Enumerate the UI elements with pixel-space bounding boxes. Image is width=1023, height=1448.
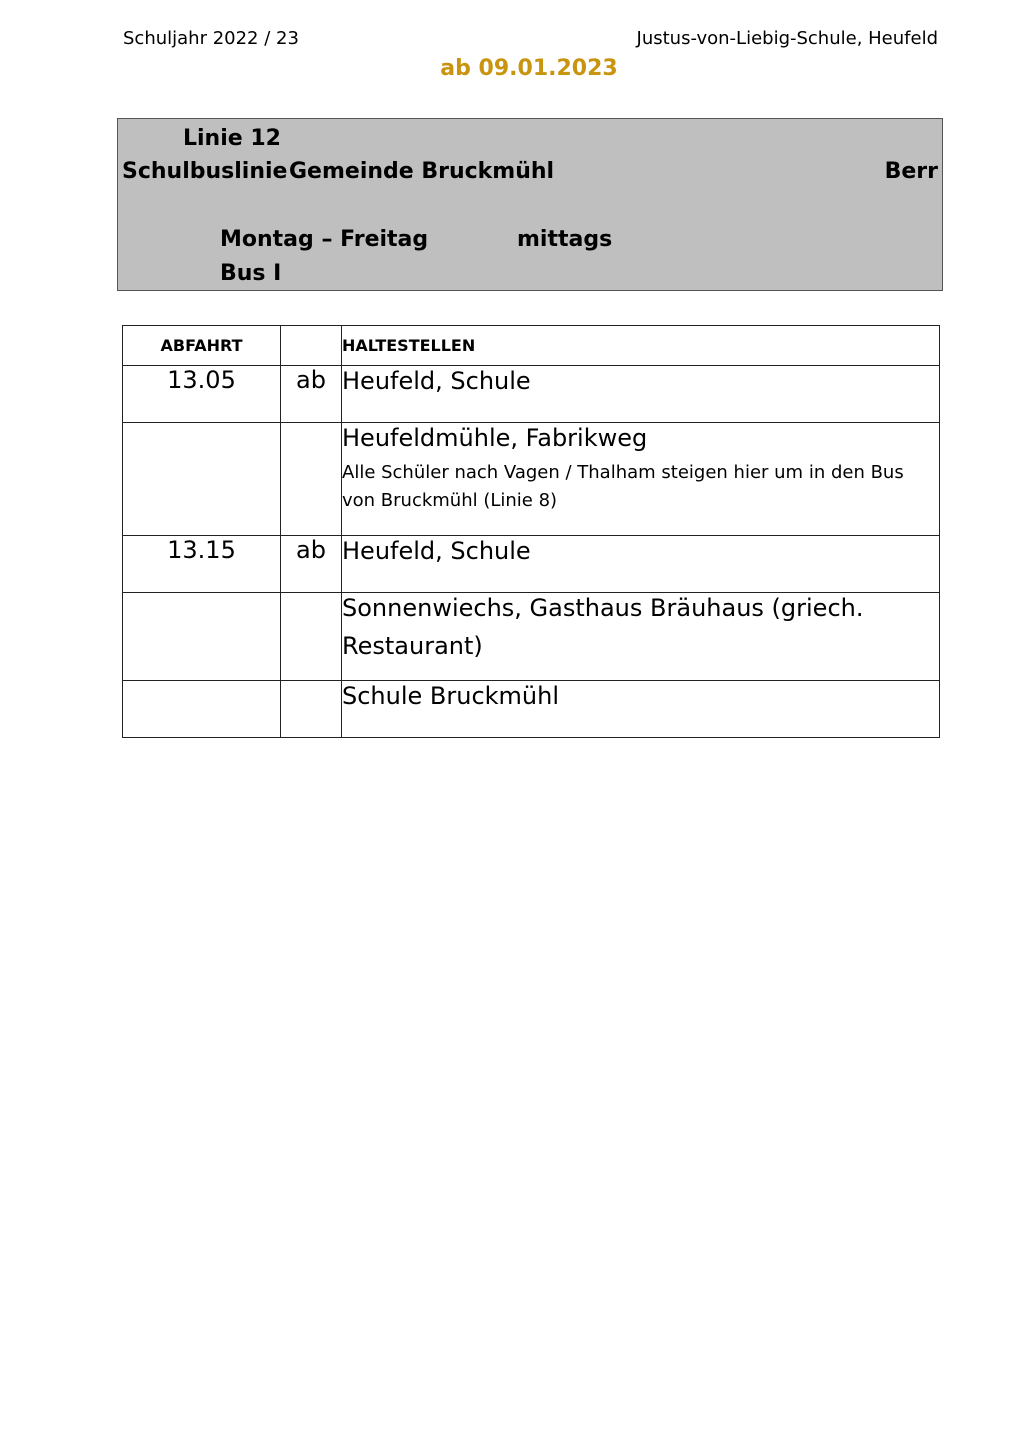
stop-note: Alle Schüler nach Vagen / Thalham steigen hier um in den Bus von Bruckmühl (Linie 8): [342, 462, 904, 511]
table-header-row: [123, 326, 940, 366]
header-departure: ABFAHRT: [123, 326, 281, 366]
stop-name: Heufeld, Schule: [342, 537, 531, 565]
table-row: [123, 366, 940, 423]
line-kind: Schulbuslinie: [122, 159, 288, 184]
school-year: Schuljahr 2022 / 23: [123, 28, 299, 49]
stop-name: Heufeldmühle, Fabrikweg: [342, 424, 648, 452]
table-row: [123, 423, 940, 536]
header-stops: HALTESTELLEN: [342, 326, 940, 366]
school-name: Justus-von-Liebig-Schule, Heufeld: [636, 28, 938, 49]
stop-name: Heufeld, Schule: [342, 367, 531, 395]
service-days: Montag – Freitag: [220, 227, 429, 252]
departure-marker: ab: [281, 366, 342, 423]
community: Gemeinde Bruckmühl: [289, 159, 555, 184]
stop-name: Sonnenwiechs, Gasthaus Bräuhaus (griech. Restaurant): [342, 594, 864, 660]
table-row: [123, 536, 940, 593]
bus-operator: Berr: [884, 159, 938, 184]
stop-cell: [342, 423, 940, 536]
line-number: Linie 12: [183, 126, 281, 151]
header-marker: [281, 326, 342, 366]
departure-time: 13.15: [123, 536, 281, 593]
time-of-day: mittags: [517, 227, 613, 252]
stop-cell: [342, 366, 940, 423]
departure-time: 13.05: [123, 366, 281, 423]
departure-marker: [281, 681, 342, 738]
departure-time: [123, 593, 281, 681]
stop-cell: [342, 536, 940, 593]
departure-time: [123, 423, 281, 536]
bus-label: Bus I: [220, 261, 282, 286]
departure-time: [123, 681, 281, 738]
table-row: [123, 593, 940, 681]
stop-cell: [342, 681, 940, 738]
valid-from-date: ab 09.01.2023: [440, 56, 618, 81]
line-info-box: [117, 118, 943, 291]
departure-marker: [281, 423, 342, 536]
stop-cell: [342, 593, 940, 681]
schedule-table: [122, 325, 940, 738]
table-row: [123, 681, 940, 738]
departure-marker: ab: [281, 536, 342, 593]
stop-name: Schule Bruckmühl: [342, 682, 560, 710]
departure-marker: [281, 593, 342, 681]
